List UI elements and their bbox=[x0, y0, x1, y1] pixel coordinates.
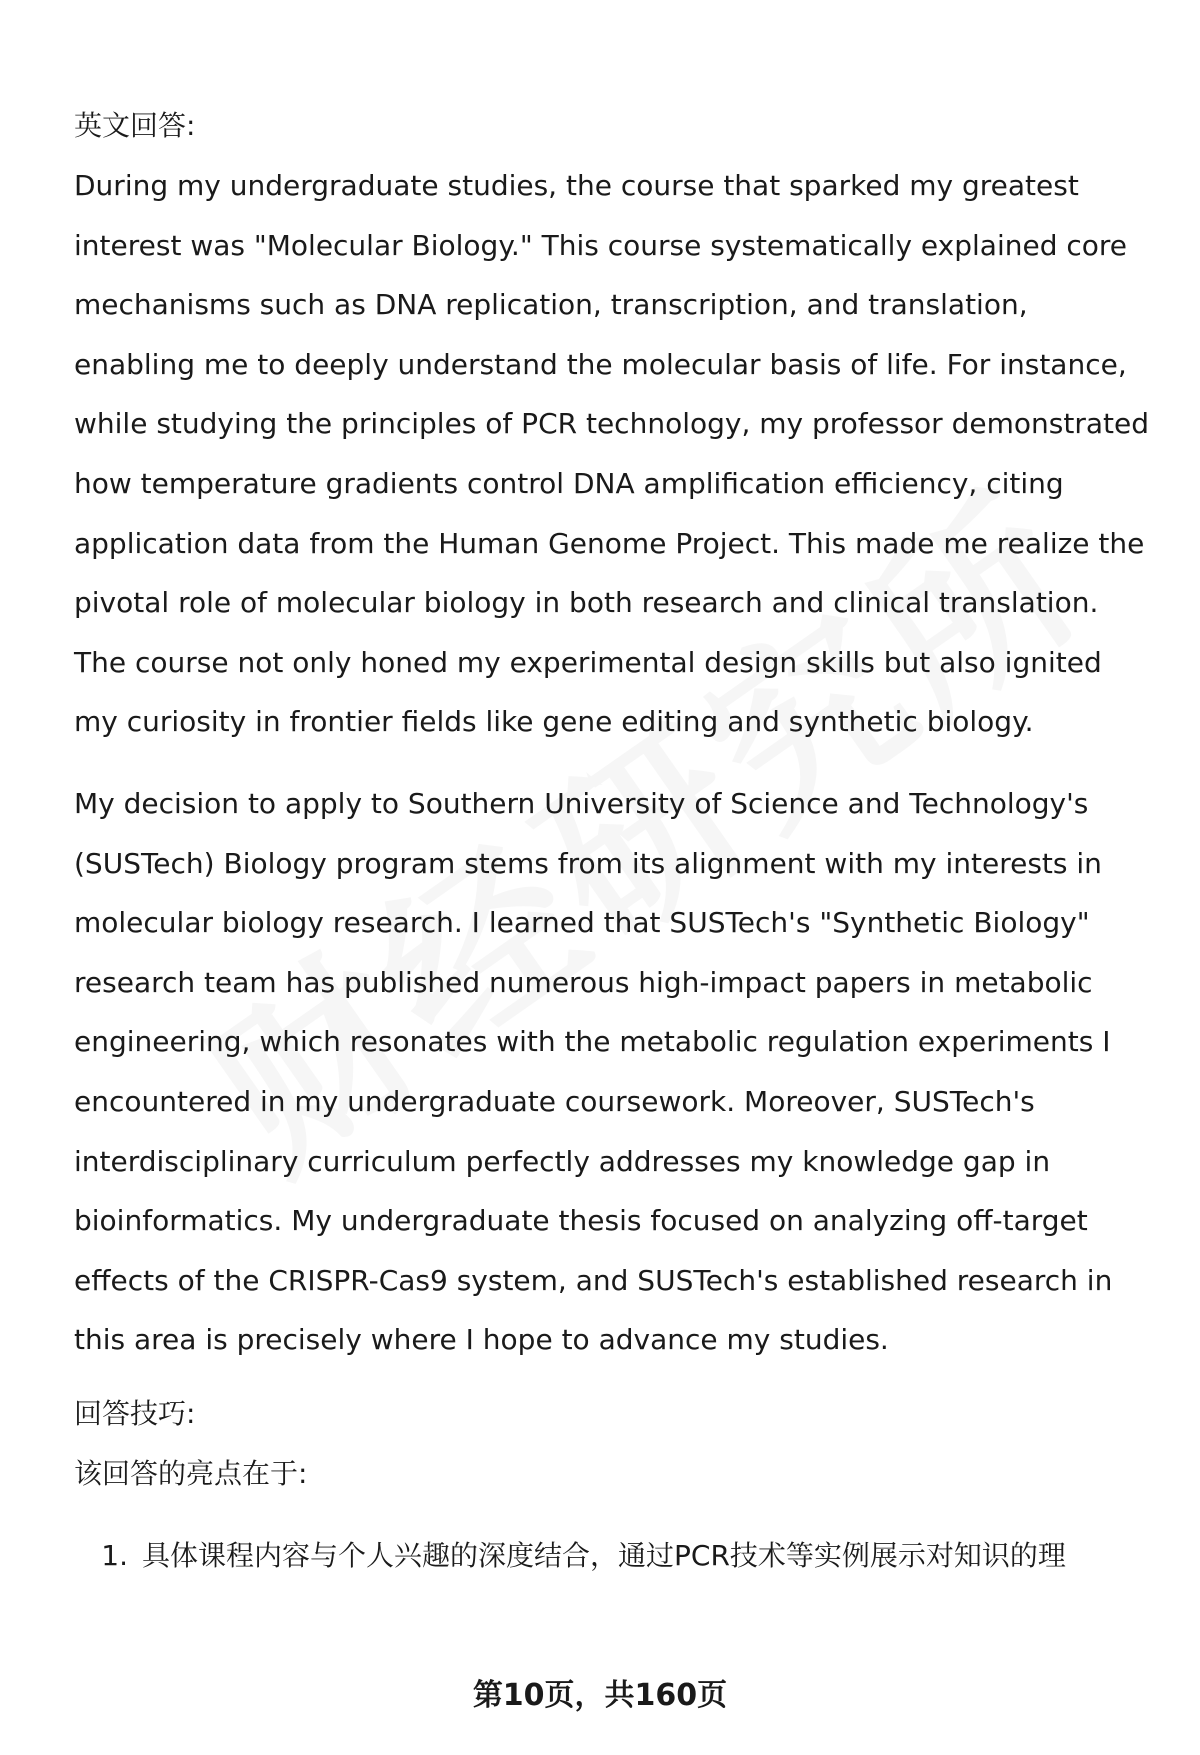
tips-label: 回答技巧: bbox=[74, 1396, 196, 1430]
answer-paragraph-1: During my undergraduate studies, the course that sparked my greatest interest was "Molecular Biology." This course systematically explained core mechanisms such as DNA replication, transcription, and translation, enabling me to deeply understand the molecular basis of life. For instance, while studying the principles of PCR technology, my professor demonstrated how temperature gradients control DNA amplification efficiency, citing application data from the Human Genome Project. This made me realize the pivotal role of molecular biology in both research and clinical translation. The course not only honed my experimental design skills but also ignited my curiosity in frontier fields like gene editing and synthetic biology. bbox=[74, 169, 1149, 739]
page-number-footer: 第10页，共160页 bbox=[472, 1678, 728, 1713]
list-item bbox=[74, 1526, 1154, 1586]
list-item-number: 1. bbox=[101, 1538, 128, 1572]
list-item-text: 具体课程内容与个人兴趣的深度结合，通过PCR技术等实例展示对知识的理 bbox=[142, 1538, 1066, 1572]
page-content bbox=[74, 96, 1154, 1586]
english-answer-label: 英文回答: bbox=[74, 109, 196, 142]
highlights-label: 该回答的亮点在于: bbox=[74, 1456, 308, 1490]
answer-paragraph-2: My decision to apply to Southern University of Science and Technology's (SUSTech) Biology program stems from its alignment with my interests in molecular biology research. I learned that SUSTech's "Synthetic Biology" research team has published numerous high-impact papers in metabolic engineering, which resonates with the metabolic regulation experiments I encountered in my undergraduate coursework. Moreover, SUSTech's interdisciplinary curriculum perfectly addresses my knowledge gap in bioinformatics. My undergraduate thesis focused on analyzing off-target effects of the CRISPR-Cas9 system, and SUSTech's established research in this area is precisely where I hope to advance my studies. bbox=[74, 786, 1113, 1357]
